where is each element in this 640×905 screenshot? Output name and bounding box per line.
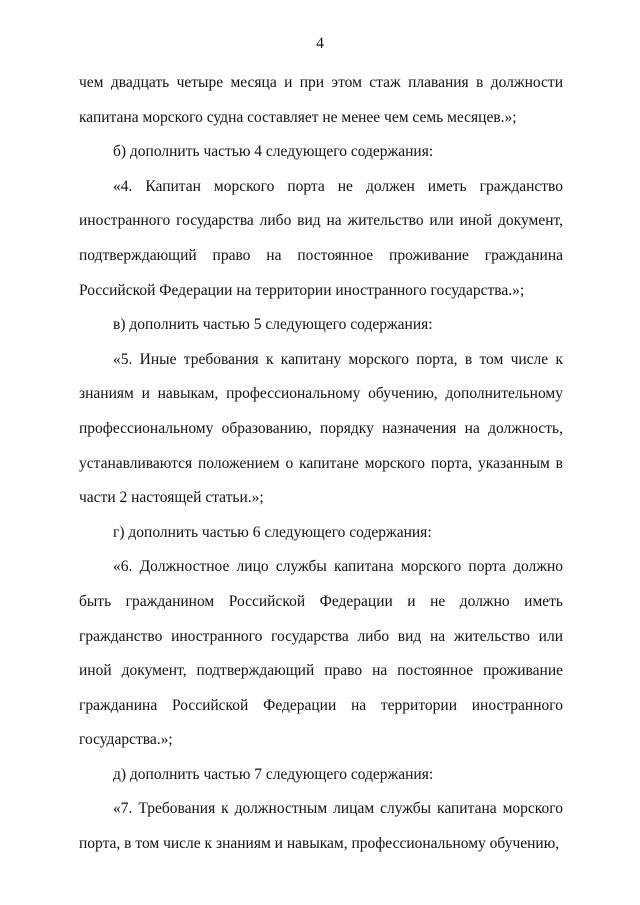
- paragraph-part-5: «5. Иные требования к капитану морского порта, в том числе к знаниям и навыкам, профессиональному обучению, дополнительному профессиональному образованию, порядку назначения на должность, устанавливаются положением о капитане морского порта, указанным в части 2 настоящей статьи.»;: [79, 350, 563, 507]
- paragraph-part-4: «4. Капитан морского порта не должен иметь гражданство иностранного государства либо вид на жительство или иной документ, подтверждающий право на постоянное проживание гражданина Российской Федерации на территории иностранного государства.»;: [79, 177, 563, 299]
- paragraph-amendment-b: б) дополнить частью 4 следующего содержания:: [113, 143, 434, 161]
- paragraph-part-7: «7. Требования к должностным лицам службы капитана морского порта, в том числе к знаниям и навыкам, профессиональному обучению,: [79, 800, 563, 853]
- paragraph-continuation: чем двадцать четыре месяца и при этом стаж плавания в должности капитана морского судна составляет не менее чем семь месяцев.»;: [79, 74, 563, 126]
- document-body: [79, 66, 563, 862]
- paragraph-amendment-v: в) дополнить частью 5 следующего содержания:: [113, 316, 433, 334]
- paragraph-amendment-d: д) дополнить частью 7 следующего содержания:: [113, 765, 434, 783]
- paragraph-amendment-g: г) дополнить частью 6 следующего содержания:: [113, 523, 432, 541]
- paragraph-part-6: «6. Должностное лицо службы капитана морского порта должно быть гражданином Российской Федерации и не должно иметь гражданство иностранного государства либо вид на жительство или иной документ, подтверждающий право на постоянное проживание гражданина Российской Федерации на территории иностранного государства.»;: [79, 558, 563, 749]
- page-number: 4: [316, 35, 324, 52]
